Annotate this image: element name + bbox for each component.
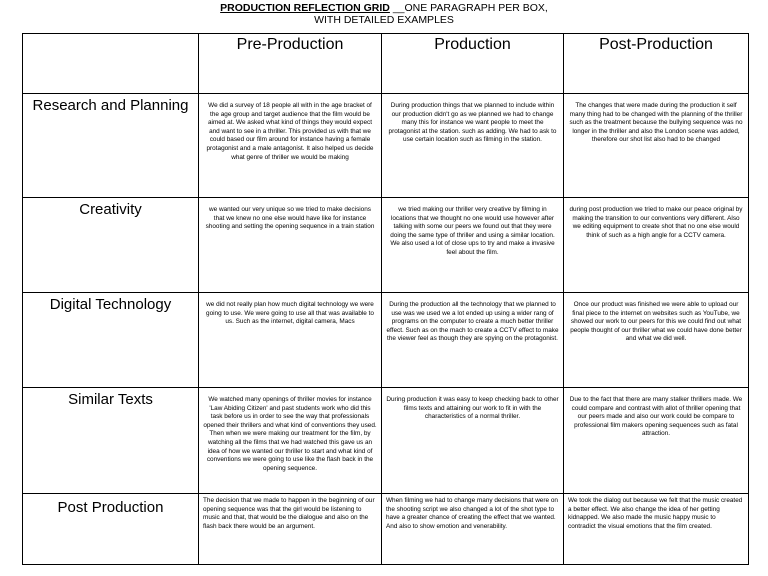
page-title: PRODUCTION REFLECTION GRID	[220, 2, 390, 14]
cell-creativity-pre: we wanted our very unique so we tried to make decisions that we knew no one else would have like for instance shooting and setting the opening sequence in a train station	[199, 198, 382, 293]
cell-similar-post: Due to the fact that there are many stalker thrillers made. We could compare and contrast with allot of thriller opening that our peers made and also our work could be compare to professional film makers opening sequences such as fatal attraction.	[564, 388, 749, 494]
title-gap: __	[392, 2, 405, 14]
table-row	[23, 388, 749, 494]
title-line-1	[0, 2, 768, 14]
cell-research-post: The changes that were made during the production it self many thing had to be changed with the planning of the thriller such as the treatment because the bullying sequence was no longer in the thriller and also the London scene was added, therefore our shot list also had to be changed	[564, 94, 749, 198]
corner-cell	[23, 34, 199, 94]
cell-post-post: We took the dialog out because we felt that the music created a better effect. We also change the idea of her getting kidnapped. We also made the music happy music to contradict the visual emotions that the film created.	[564, 494, 749, 565]
cell-similar-prod: During production it was easy to keep checking back to other films texts and attaining our work to fit in with the characteristics of a normal thriller.	[382, 388, 564, 494]
column-header-production: Production	[382, 34, 564, 94]
reflection-grid	[22, 33, 749, 565]
cell-digital-prod: During the production all the technology that we planned to use was we used we a lot ended up using a wider rang of programs on the computer to create a much better thriller effect. Such as on the mach to create a CCTV effect to make the viewer feel as though they are spying on the protagonist.	[382, 293, 564, 388]
page-subtitle-1: ONE PARAGRAPH PER BOX,	[404, 2, 548, 14]
row-header-similar-texts: Similar Texts	[23, 388, 199, 494]
page-subtitle-2: WITH DETAILED EXAMPLES	[314, 14, 454, 26]
row-header-research-and-planning: Research and Planning	[23, 94, 199, 198]
row-header-post-production: Post Production	[23, 494, 199, 565]
cell-research-pre: We did a survey of 18 people all with in the age bracket of the age group and target audience that the film would be aimed at. We asked what kind of things they would expect and want to see in a thriller. This provided us with that we could based our film around for instance having a female protagonist and a male antagonist. It also helped us decide what genre of thriller we would be making	[199, 94, 382, 198]
cell-post-pre: The decision that we made to happen in the beginning of our opening sequence was that the girl would be listening to music and that, that would be the dialogue and also on the flash back there would be an argument.	[199, 494, 382, 565]
cell-digital-pre: we did not really plan how much digital technology we were going to use. We were going to use all that was available to us. Such as the internet, digital camera, Macs	[199, 293, 382, 388]
row-header-digital-technology: Digital Technology	[23, 293, 199, 388]
header-row	[23, 34, 749, 94]
cell-creativity-prod: we tried making our thriller very creative by filming in locations that we thought no one would use however after talking with some our peers we found out that they were doing the same type of thriller and using a similar location. We also used a lot of close ups to try and make a invasive feel about the film.	[382, 198, 564, 293]
title-block	[0, 2, 768, 26]
table-row	[23, 494, 749, 565]
column-header-pre-production: Pre-Production	[199, 34, 382, 94]
table-row	[23, 94, 749, 198]
cell-post-prod: When filming we had to change many decisions that were on the shooting script we also changed a lot of the shot type to have a greater chance of creating the effect that we wanted. And also to show emotion and venerability.	[382, 494, 564, 565]
cell-research-prod: During production things that we planned to include within our production didn't go as we planned we had to change many this for instance we want people to meet the protagonist at the station. such as adding. We had to ask to use certain location such as filming in the station.	[382, 94, 564, 198]
table-row	[23, 198, 749, 293]
cell-digital-post: Once our product was finished we were able to upload our final piece to the internet on websites such as YouTube, we showed our work to our peers for this we could find out what people thought of our thriller what we could have done better and what we did well.	[564, 293, 749, 388]
cell-similar-pre: We watched many openings of thriller movies for instance 'Law Abiding Citizen' and past students work who did this task before us in order to see the way that professionals opened their thrillers and what kind of conventions they used. Then when we were making our treatment for the film, by watching all the films that we had watched this gave us an idea of how we wanted our thriller to start and what kind of conventions we were going to use like the flash back in the opening sequence.	[199, 388, 382, 494]
cell-creativity-post: during post production we tried to make our peace original by making the transition to our conventions very different. Also we editing equipment to create shot that no one else would think of such as a high angle for a CCTV camera.	[564, 198, 749, 293]
row-header-creativity: Creativity	[23, 198, 199, 293]
column-header-post-production: Post-Production	[564, 34, 749, 94]
table-row	[23, 293, 749, 388]
